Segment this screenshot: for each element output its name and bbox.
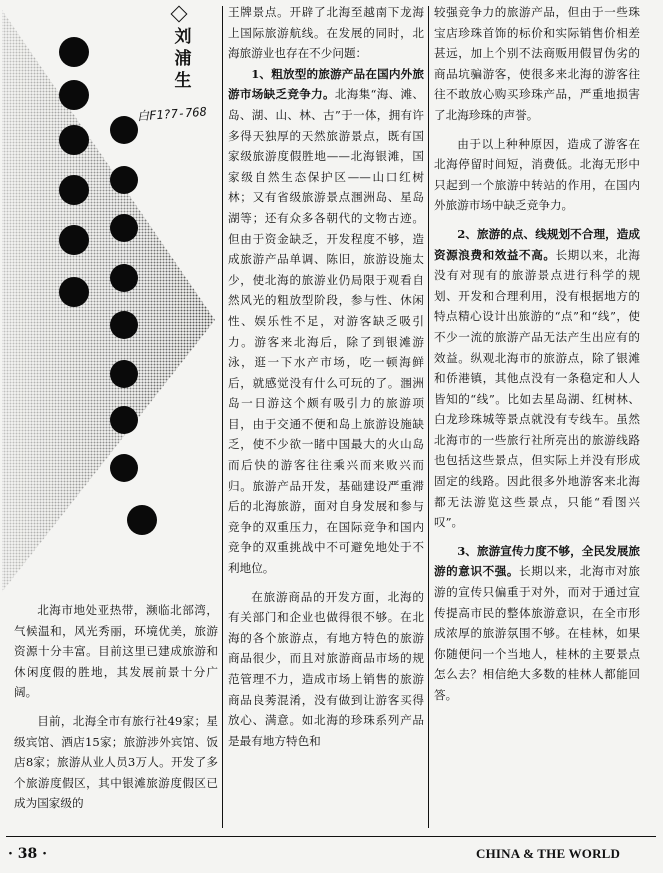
halftone-triangle [2,10,215,592]
diamond-icon [171,6,188,23]
paragraph [434,224,640,533]
footer-rule [6,836,656,837]
column-2 [228,2,424,751]
paragraph: 由于以上种种原因，造成了游客在北海停留时间短，消费低。北海无形中只起到一个旅游中转站的作用，在国内外旅游市场中缺乏竞争力。 [434,136,640,213]
paragraph: 北海市地处亚热带，濒临北部湾，气候温和，风光秀丽，环境优美，旅游资源十分丰富。目前这里已建成旅游和休闲度假的胜地，其发展前景十分广阔。 [14,603,218,700]
paragraph-body: 长期以来，北海没有对现有的旅游景点进行科学的规划、开发和合理利用，没有根据地方的特点精心设计出旅游的“点”和“线”，使不少一流的旅游产品无法产生出应有的效益。纵观北海市的旅游点，除了银滩和侨港镇，其他点没有一条稳定和人人皆知的“线”。比如去星岛湖、红树林、白龙珍珠城等景点就没有专线车。虽然北海市的一些旅行社所亮出的旅游线路也包括这些景点，但实际上并没有形成固定的线路。因此很多外地游客来北海都无法游览这些景点，只能“看图兴叹”。 [434,247,640,530]
column-3 [434,2,640,706]
section-heading-1: 1、粗放型的旅游产品在国内外旅游市场缺乏竞争力。 [228,66,424,102]
author-name-char-2: 浦 [174,49,192,69]
handwritten-note: 白F1?7-768 [136,104,208,124]
paragraph [228,64,424,579]
paragraph: 较强竞争力的旅游产品，但由于一些珠宝店珍珠首饰的标价和实际销售价相差甚远，加上个别不法商贩用假冒伪劣的商品坑骗游客，使很多来北海的游客往往不敢放心购买珍珠产品，严重地损害了北海珍珠的声誉。 [434,5,640,122]
section-heading-2: 2、旅游的点、线规划不合理，造成资源浪费和效益不高。 [434,226,640,262]
column-1 [14,600,218,814]
paragraph [434,541,640,706]
paragraph: 在旅游商品的开发方面，北海的有关部门和企业也做得很不够。在北海的各个旅游点，有地方特色的旅游商品很少，而且对旅游商品市场的规范管理不力，造成市场上销售的旅游商品良莠混淆，没有做到让游客买得放心、满意。如北海的珍珠系列产品是最有地方特色和 [228,589,424,748]
paragraph: 王牌景点。开辟了北海至越南下龙海上国际旅游航线。在发展的同时，北海旅游业也存在不少问题： [228,5,424,61]
author-name-char-3: 生 [174,71,192,91]
paragraph: 目前，北海全市有旅行社49家；星级宾馆、酒店15家；旅游涉外宾馆、饭店8家；旅游从业人员3万人。开发了多个旅游度假区，其中银滩旅游度假区已成为国家级的 [14,713,218,811]
paragraph-body: 长期以来，北海市对旅游的宣传只偏重于对外，而对于通过宣传提高市民的整体旅游意识，在全市形成浓厚的旅游氛围不够。在桂林，如果你随便问一个当地人，桂林的主要景点怎么去？相信绝大多数的桂林人都能回答。 [434,564,640,702]
author-name-char-1: 刘 [174,27,192,47]
page-number: · 38 · [8,846,47,862]
column-divider [222,6,223,828]
magazine-title: CHINA & THE WORLD [476,846,621,861]
section-heading-3: 3、旅游宣传力度不够，全民发展旅游的意识不强。 [434,543,640,579]
column-divider [428,6,429,828]
author-byline [168,2,198,92]
paragraph-body: 北海集“海、滩、岛、湖、山、林、古”于一体，拥有许多得天独厚的天然旅游景点，既有国家级旅游度假胜地——北海银滩，国家级自然生态保护区——山口红树林；又有省级旅游景点涠洲岛、星岛湖等；还有众多各朝代的文物古迹。但由于资金缺乏，开发程度不够，造成旅游产品单调、陈旧，旅游设施太少，使北海的旅游业仍局限于观看自然风光的粗放型阶段，参与性、休闲性、娱乐性不足，对游客缺乏吸引力。游客来北海后，除了到银滩游泳，逛一下水产市场，吃一顿海鲜后，就感觉没有什么可玩的了。涠洲岛一日游这个颇有吸引力的旅游项目，由于交通不便和岛上旅游设施缺乏，使不少欲一睹中国最大的火山岛而后快的游客往往乘兴而来败兴而归。旅游产品开发，基础建设严重滞后的北海旅游，面对自身发展和参与竞争的双重压力，在国际竞争和国内竞争的双重挑战中不可避免地处于不利地位。 [228,87,424,576]
